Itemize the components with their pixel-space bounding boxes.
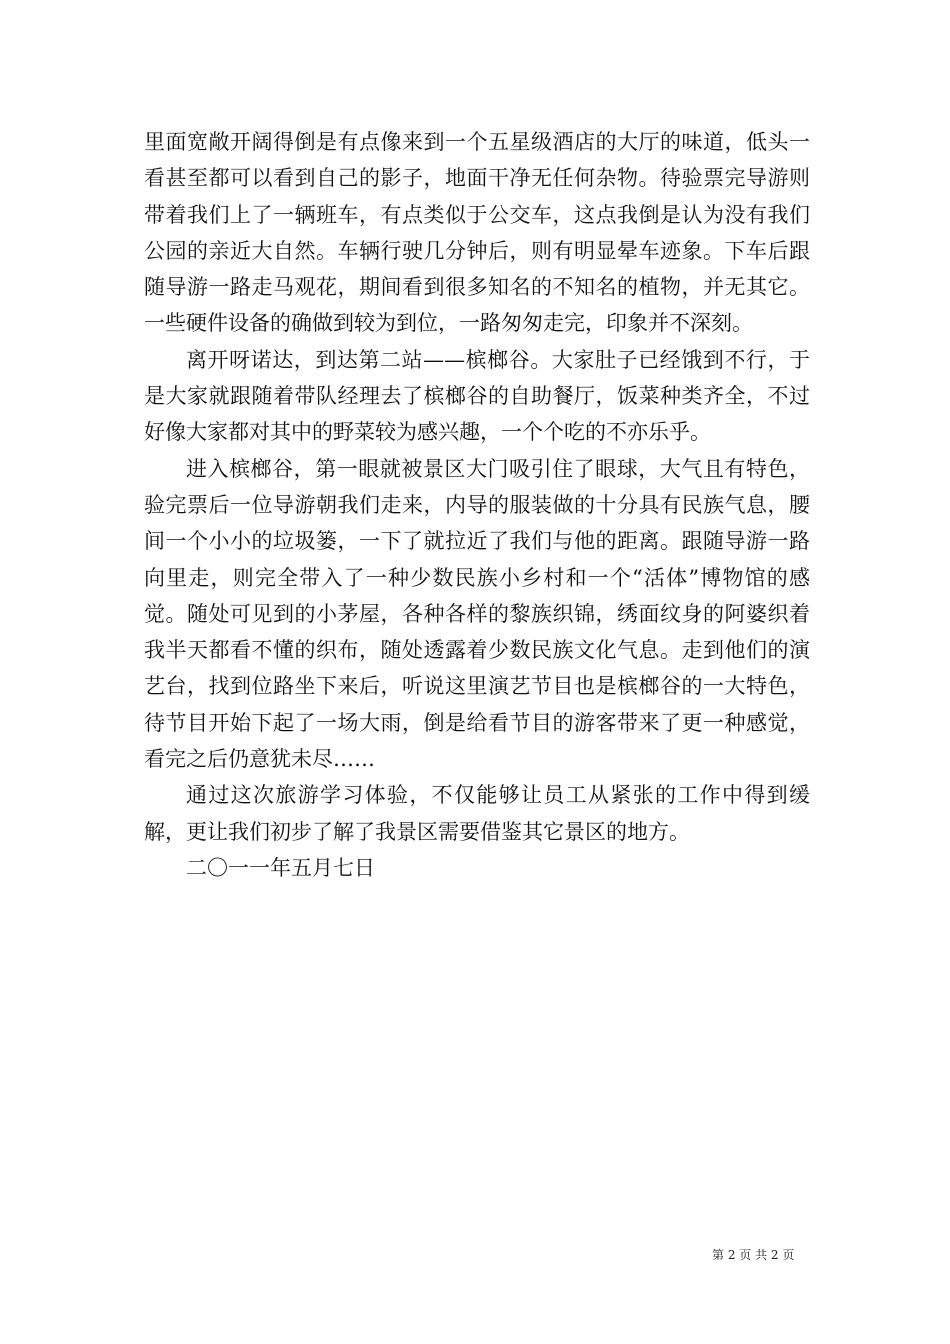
paragraph-conclusion: 通过这次旅游学习体验，不仅能够让员工从紧张的工作中得到缓解，更让我们初步了解了我景区需要借鉴其它景区的地方。 [144,783,810,844]
document-date: 二〇一一年五月七日 [186,855,375,880]
page-number-footer: 第 2 页 共 2 页 [712,1248,795,1262]
paragraph-binglanggu-visit: 进入槟榔谷，第一眼就被景区大门吸引住了眼球，大气且有特色，验完票后一位导游朝我们走来，内导的服装做的十分具有民族气息，腰间一个小小的垃圾篓，一下了就拉近了我们与他的距离。跟随导游一路向里走，则完全带入了一种少数民族小乡村和一个“活体”博物馆的感觉。随处可见到的小茅屋，各种各样的黎族织锦，绣面纹身的阿婆织着我半天都看不懂的织布，随处透露着少数民族文化气息。走到他们的演艺台，找到位路坐下来后，听说这里演艺节目也是槟榔谷的一大特色，待节目开始下起了一场大雨，倒是给看节目的游客带来了更一种感觉，看完之后仍意犹未尽…… [144,456,810,772]
document-body [144,124,810,886]
paragraph-arrival-binglanggu: 离开呀诺达，到达第二站——槟榔谷。大家肚子已经饿到不行，于是大家就跟随着带队经理去了槟榔谷的自助餐厅，饭菜种类齐全，不过好像大家都对其中的野菜较为感兴趣，一个个吃的不亦乐乎。 [144,347,810,445]
paragraph-continued: 里面宽敞开阔得倒是有点像来到一个五星级酒店的大厅的味道，低头一看甚至都可以看到自己的影子，地面干净无任何杂物。待验票完导游则带着我们上了一辆班车，有点类似于公交车，这点我倒是认为没有我们公园的亲近大自然。车辆行驶几分钟后，则有明显晕车迹象。下车后跟随导游一路走马观花，期间看到很多知名的不知名的植物，并无其它。一些硬件设备的确做到较为到位，一路匆匆走完，印象并不深刻。 [144,130,810,336]
